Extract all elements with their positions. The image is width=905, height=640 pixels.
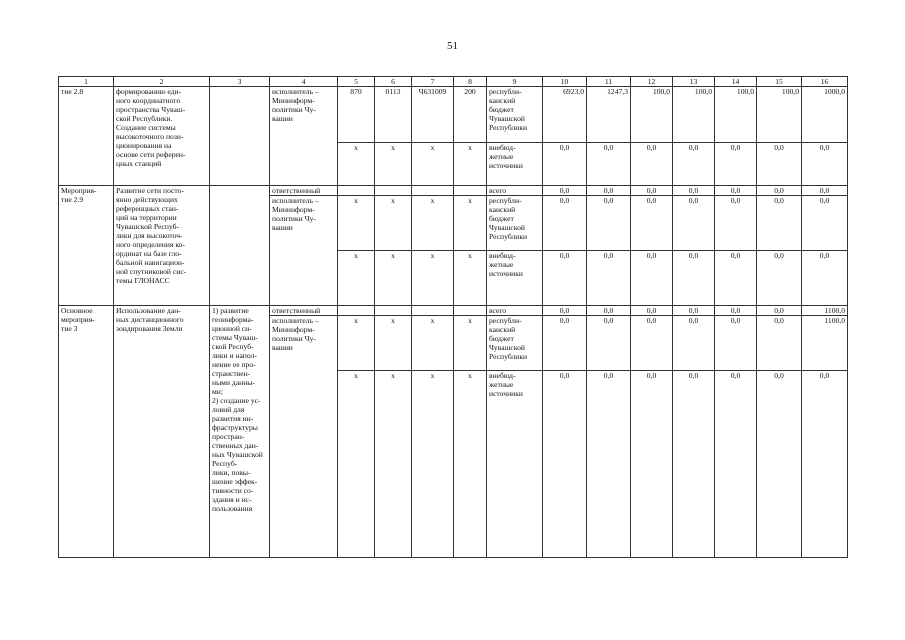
budget-code-grbs: x [338, 143, 375, 186]
page-number: 51 [447, 40, 458, 52]
value-cell: 0,0 [631, 306, 673, 316]
budget-code-csr: Ч631009 [412, 87, 454, 143]
budget-code-grbs: x [338, 316, 375, 371]
value-cell: 0,0 [673, 251, 715, 306]
value-cell: 0,0 [631, 251, 673, 306]
column-header: 4 [270, 77, 338, 87]
budget-code-vr [454, 186, 487, 196]
budget-code-rzpr: x [375, 143, 412, 186]
executor: исполнитель – Мининформ- политики Чу- вашии [270, 316, 338, 558]
value-cell: 0,0 [543, 143, 587, 186]
executor: исполнитель – Мининформ- политики Чу- вашии [270, 196, 338, 306]
value-cell: 0,0 [673, 306, 715, 316]
value-cell: 0,0 [715, 143, 757, 186]
funding-source: республи- канский бюджет Чувашской Республики [487, 87, 543, 143]
executor: исполнитель – Мининформ- политики Чу- вашии [270, 87, 338, 186]
event-title: Использование дан- ных дистанционного зондирования Земли [114, 306, 210, 558]
event-result [210, 186, 270, 306]
column-header: 7 [412, 77, 454, 87]
value-cell: 100,0 [631, 87, 673, 143]
value-cell: 0,0 [631, 196, 673, 251]
budget-code-grbs [338, 306, 375, 316]
budget-code-vr: x [454, 196, 487, 251]
event-result: 1) развитие геоинформа- ционной си- стемы Чуваш- ской Респуб- лики и напол- нение ее про- странствен- ными данны- ми; 2) создание ус- ловий для развития ин- фраструктуры простран- ственных дан- ных Чувашской Респуб- лики, повы- шение эффек- тивности со- здания и ис- пользования [210, 306, 270, 558]
value-cell: 0,0 [631, 186, 673, 196]
budget-code-grbs: x [338, 196, 375, 251]
column-header: 11 [587, 77, 631, 87]
value-cell: 100,0 [715, 87, 757, 143]
funding-source: всего [487, 186, 543, 196]
value-cell: 1100,0 [802, 316, 848, 371]
budget-code-csr [412, 186, 454, 196]
value-cell: 0,0 [587, 143, 631, 186]
value-cell: 0,0 [715, 306, 757, 316]
event-title: Развитие сети посто- янно действующих референцных стан- ций на территории Чувашской Респуб- лики для высокоточ- ного определения ко- ординат на базе гло- бальной навигацион- ной спутниковой сис- темы ГЛОНАСС [114, 186, 210, 306]
column-header: 13 [673, 77, 715, 87]
column-header: 3 [210, 77, 270, 87]
value-cell: 100,0 [757, 87, 802, 143]
value-cell: 0,0 [673, 196, 715, 251]
column-header: 15 [757, 77, 802, 87]
value-cell: 0,0 [587, 186, 631, 196]
event-result [210, 87, 270, 186]
budget-code-rzpr: x [375, 251, 412, 306]
table-row [59, 306, 848, 316]
value-cell: 0,0 [543, 316, 587, 371]
column-header: 9 [487, 77, 543, 87]
funding-source: республи- канский бюджет Чувашской Республики [487, 316, 543, 371]
value-cell: 0,0 [631, 371, 673, 558]
value-cell: 0,0 [757, 371, 802, 558]
value-cell: 0,0 [715, 316, 757, 371]
funding-source: внебюд- жетные источники [487, 143, 543, 186]
value-cell: 0,0 [543, 186, 587, 196]
value-cell: 0,0 [757, 306, 802, 316]
column-header: 2 [114, 77, 210, 87]
value-cell: 0,0 [757, 143, 802, 186]
column-header: 16 [802, 77, 848, 87]
value-cell: 0,0 [757, 251, 802, 306]
budget-code-csr: x [412, 316, 454, 371]
column-header: 10 [543, 77, 587, 87]
column-header: 8 [454, 77, 487, 87]
value-cell: 0,0 [587, 196, 631, 251]
funding-source: внебюд- жетные источники [487, 371, 543, 558]
value-cell: 1247,3 [587, 87, 631, 143]
value-cell: 1000,0 [802, 87, 848, 143]
budget-code-vr: x [454, 251, 487, 306]
value-cell: 0,0 [673, 371, 715, 558]
value-cell: 0,0 [802, 371, 848, 558]
value-cell: 0,0 [802, 251, 848, 306]
budget-code-vr: x [454, 316, 487, 371]
value-cell: 0,0 [587, 316, 631, 371]
value-cell: 0,0 [587, 371, 631, 558]
budget-code-grbs [338, 186, 375, 196]
value-cell: 0,0 [757, 196, 802, 251]
value-cell: 1100,0 [802, 306, 848, 316]
budget-code-vr: x [454, 143, 487, 186]
value-cell: 6923,0 [543, 87, 587, 143]
table-row [59, 186, 848, 196]
value-cell: 0,0 [631, 143, 673, 186]
budget-code-rzpr: x [375, 316, 412, 371]
value-cell: 0,0 [802, 143, 848, 186]
executor-role: ответственный [270, 306, 338, 316]
budget-code-csr: x [412, 371, 454, 558]
budget-table [58, 76, 848, 558]
value-cell: 0,0 [757, 316, 802, 371]
column-header: 6 [375, 77, 412, 87]
budget-code-rzpr [375, 306, 412, 316]
value-cell: 0,0 [673, 143, 715, 186]
header-row [59, 77, 848, 87]
value-cell: 0,0 [715, 196, 757, 251]
value-cell: 0,0 [802, 186, 848, 196]
budget-code-rzpr: x [375, 196, 412, 251]
table-row [59, 87, 848, 143]
budget-code-rzpr: x [375, 371, 412, 558]
budget-code-vr: 200 [454, 87, 487, 143]
value-cell: 0,0 [802, 196, 848, 251]
event-id: тие 2.8 [59, 87, 114, 186]
value-cell: 0,0 [757, 186, 802, 196]
column-header: 12 [631, 77, 673, 87]
value-cell: 0,0 [673, 186, 715, 196]
value-cell: 0,0 [543, 251, 587, 306]
value-cell: 100,0 [673, 87, 715, 143]
event-title: формированию еди- ного координатного пространства Чуваш- ской Республики. Создание системы высокоточного пози- ционирования на основе сети референ- цных станций [114, 87, 210, 186]
budget-code-csr: x [412, 251, 454, 306]
value-cell: 0,0 [715, 251, 757, 306]
column-header: 1 [59, 77, 114, 87]
funding-source: всего [487, 306, 543, 316]
value-cell: 0,0 [543, 196, 587, 251]
budget-code-grbs: x [338, 371, 375, 558]
executor-role: ответственный [270, 186, 338, 196]
value-cell: 0,0 [543, 371, 587, 558]
budget-code-grbs: x [338, 251, 375, 306]
budget-code-grbs: 870 [338, 87, 375, 143]
value-cell: 0,0 [587, 306, 631, 316]
value-cell: 0,0 [631, 316, 673, 371]
column-header: 14 [715, 77, 757, 87]
value-cell: 0,0 [673, 316, 715, 371]
budget-code-rzpr: 0113 [375, 87, 412, 143]
budget-code-vr [454, 306, 487, 316]
value-cell: 0,0 [715, 186, 757, 196]
budget-code-rzpr [375, 186, 412, 196]
budget-code-csr: x [412, 143, 454, 186]
funding-source: республи- канский бюджет Чувашской Республики [487, 196, 543, 251]
budget-code-csr [412, 306, 454, 316]
value-cell: 0,0 [543, 306, 587, 316]
budget-code-vr: x [454, 371, 487, 558]
value-cell: 0,0 [715, 371, 757, 558]
funding-source: внебюд- жетные источники [487, 251, 543, 306]
budget-code-csr: x [412, 196, 454, 251]
column-header: 5 [338, 77, 375, 87]
event-id: Мероприя- тие 2.9 [59, 186, 114, 306]
event-id: Основное мероприя- тие 3 [59, 306, 114, 558]
value-cell: 0,0 [587, 251, 631, 306]
